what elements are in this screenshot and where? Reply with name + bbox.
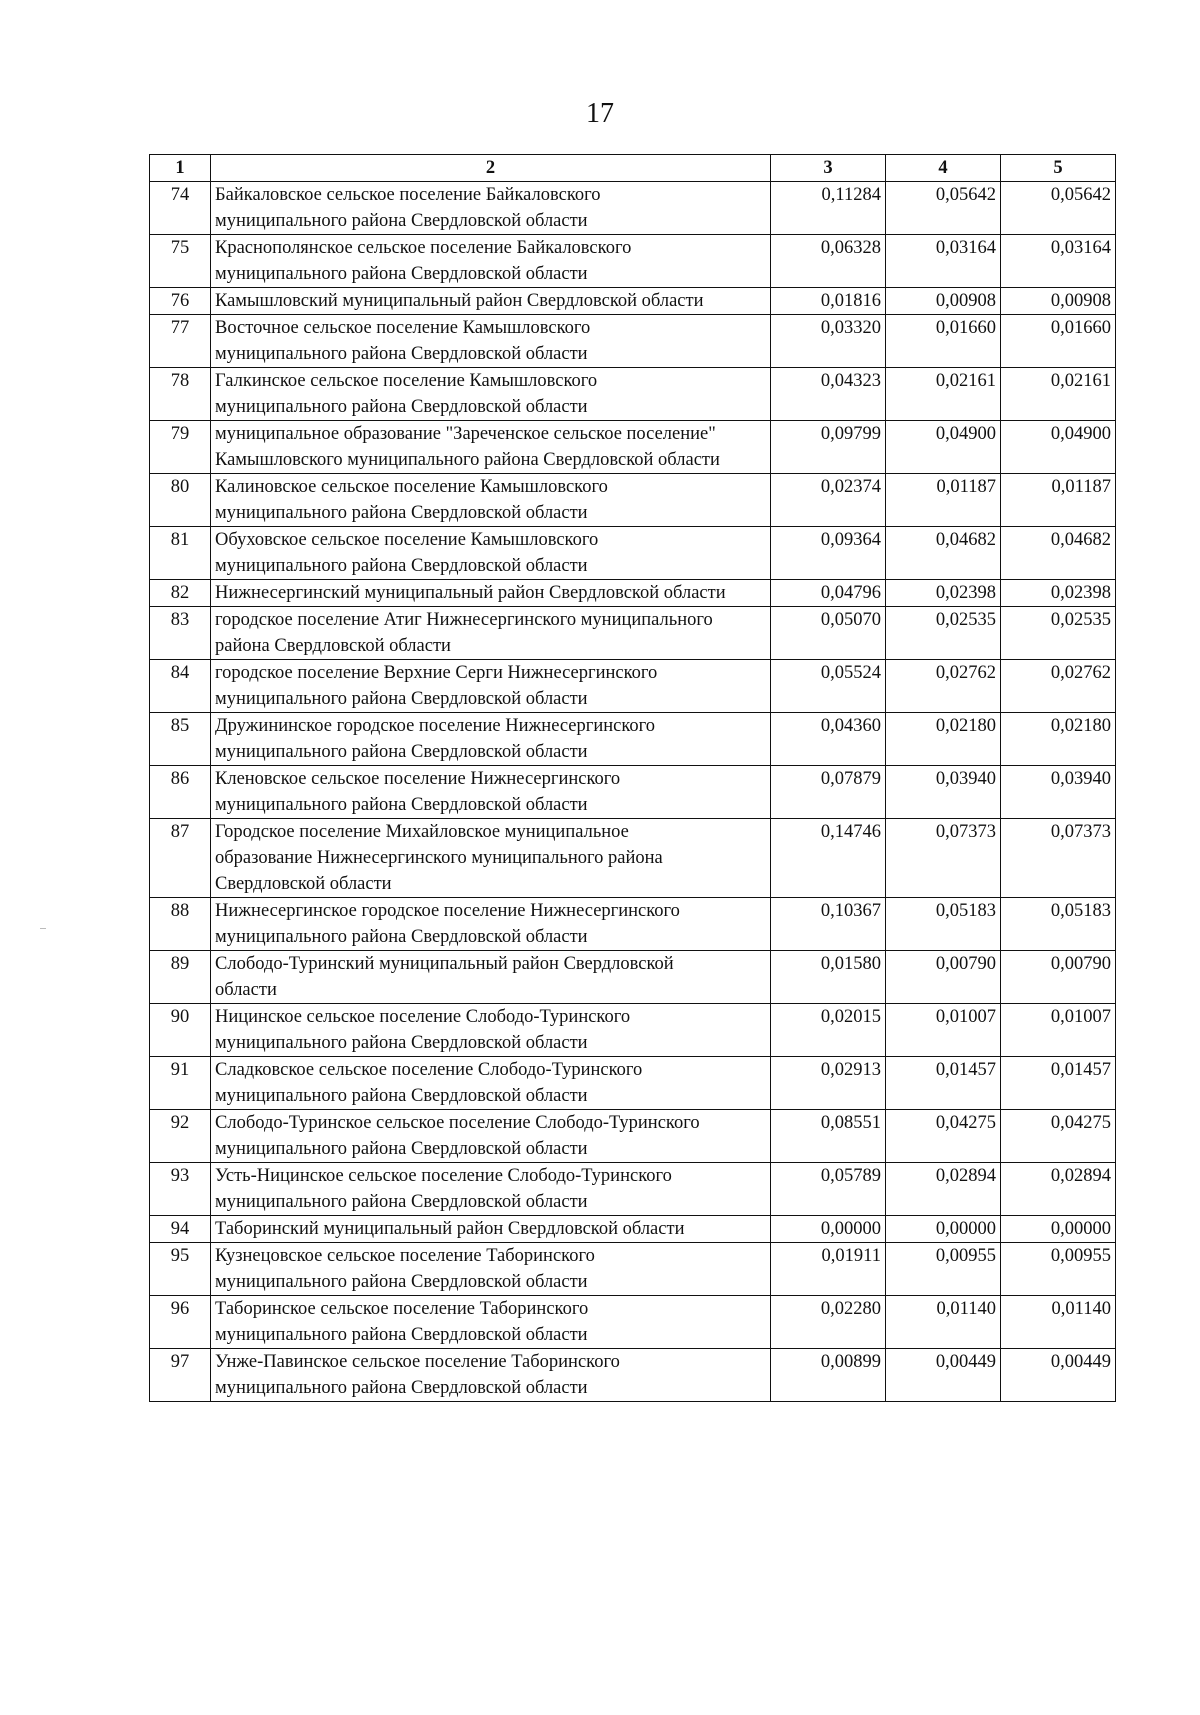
row-number: 76 [150,288,211,315]
municipality-name-line: Таборинское сельское поселение Таборинского [215,1299,589,1319]
value-col-3: 0,01816 [771,288,886,315]
value-col-3: 0,00899 [771,1349,886,1402]
table-row [150,713,1116,766]
municipality-name [211,368,771,421]
table-row [150,898,1116,951]
municipality-name-line: муниципального района Свердловской области [215,1378,588,1398]
table-row [150,1216,1116,1243]
municipality-name-line: Таборинский муниципальный район Свердловской области [215,1219,685,1239]
table-row [150,474,1116,527]
column-header-4: 4 [886,155,1001,182]
value-col-5: 0,01187 [1001,474,1116,527]
table-row [150,1163,1116,1216]
value-col-5: 0,01007 [1001,1004,1116,1057]
value-col-3: 0,02374 [771,474,886,527]
value-col-3: 0,09799 [771,421,886,474]
value-col-4: 0,01007 [886,1004,1001,1057]
row-number: 95 [150,1243,211,1296]
municipality-name-line: муниципального района Свердловской области [215,1192,588,1212]
row-number: 79 [150,421,211,474]
municipality-name [211,607,771,660]
municipality-name-line: муниципального района Свердловской области [215,556,588,576]
column-header-3: 3 [771,155,886,182]
row-number: 84 [150,660,211,713]
table-row [150,235,1116,288]
row-number: 92 [150,1110,211,1163]
municipality-name [211,713,771,766]
municipality-name-line: муниципального района Свердловской области [215,689,588,709]
table-row [150,819,1116,898]
value-col-3: 0,03320 [771,315,886,368]
table-row [150,1110,1116,1163]
value-col-4: 0,02894 [886,1163,1001,1216]
municipality-name-line: муниципального района Свердловской области [215,503,588,523]
value-col-4: 0,05183 [886,898,1001,951]
municipality-name-line: Слободо-Туринский муниципальный район Свердловской [215,954,674,974]
table-row [150,421,1116,474]
table-row [150,182,1116,235]
value-col-4: 0,02180 [886,713,1001,766]
value-col-3: 0,01911 [771,1243,886,1296]
value-col-5: 0,01457 [1001,1057,1116,1110]
municipality-name-line: Ницинское сельское поселение Слободо-Туринского [215,1007,631,1027]
table-row [150,288,1116,315]
value-col-5: 0,02398 [1001,580,1116,607]
row-number: 75 [150,235,211,288]
municipality-name [211,288,771,315]
value-col-4: 0,00955 [886,1243,1001,1296]
value-col-3: 0,02913 [771,1057,886,1110]
table-row [150,1296,1116,1349]
value-col-4: 0,00790 [886,951,1001,1004]
value-col-4: 0,03940 [886,766,1001,819]
value-col-5: 0,01660 [1001,315,1116,368]
municipality-name-line: муниципального района Свердловской области [215,1272,588,1292]
municipality-name-line: городское поселение Верхние Серги Нижнесергинского [215,663,658,683]
table-row [150,1057,1116,1110]
value-col-4: 0,00449 [886,1349,1001,1402]
value-col-5: 0,02180 [1001,713,1116,766]
column-header-2: 2 [211,155,771,182]
value-col-5: 0,00908 [1001,288,1116,315]
value-col-5: 0,04275 [1001,1110,1116,1163]
row-number: 86 [150,766,211,819]
value-col-3: 0,05789 [771,1163,886,1216]
municipality-name-line: образование Нижнесергинского муниципального района [215,848,663,868]
municipality-name-line: муниципального района Свердловской области [215,1086,588,1106]
value-col-5: 0,02161 [1001,368,1116,421]
value-col-5: 0,05642 [1001,182,1116,235]
value-col-3: 0,08551 [771,1110,886,1163]
municipality-name [211,421,771,474]
value-col-5: 0,00449 [1001,1349,1116,1402]
row-number: 93 [150,1163,211,1216]
municipality-name [211,1349,771,1402]
value-col-3: 0,05524 [771,660,886,713]
value-col-5: 0,05183 [1001,898,1116,951]
value-col-4: 0,01140 [886,1296,1001,1349]
municipality-name-line: муниципального района Свердловской области [215,927,588,947]
municipality-name-line: Унже-Павинское сельское поселение Таборинского [215,1352,620,1372]
municipality-name [211,580,771,607]
municipality-name-line: Восточное сельское поселение Камышловского [215,318,591,338]
row-number: 91 [150,1057,211,1110]
municipality-name [211,527,771,580]
municipality-name [211,1296,771,1349]
municipality-name-line: муниципального района Свердловской области [215,264,588,284]
municipality-name-line: Слободо-Туринское сельское поселение Слободо-Туринского [215,1113,700,1133]
margin-mark [40,928,46,929]
value-col-4: 0,05642 [886,182,1001,235]
municipality-name-line: Байкаловское сельское поселение Байкаловского [215,185,601,205]
table-row [150,660,1116,713]
municipality-name-line: Усть-Ницинское сельское поселение Слободо-Туринского [215,1166,672,1186]
value-col-4: 0,00000 [886,1216,1001,1243]
municipality-name-line: Камышловский муниципальный район Свердловской области [215,291,704,311]
value-col-3: 0,01580 [771,951,886,1004]
value-col-4: 0,02762 [886,660,1001,713]
value-col-5: 0,00000 [1001,1216,1116,1243]
row-number: 94 [150,1216,211,1243]
value-col-5: 0,02535 [1001,607,1116,660]
municipality-name [211,1243,771,1296]
municipality-name [211,474,771,527]
municipality-name [211,1216,771,1243]
table-row [150,607,1116,660]
value-col-3: 0,04323 [771,368,886,421]
municipality-name-line: муниципального района Свердловской области [215,1325,588,1345]
municipality-name-line: муниципального района Свердловской области [215,344,588,364]
column-header-1: 1 [150,155,211,182]
value-col-5: 0,04900 [1001,421,1116,474]
value-col-5: 0,02894 [1001,1163,1116,1216]
table-row [150,580,1116,607]
page-number: 17 [586,98,614,129]
value-col-4: 0,03164 [886,235,1001,288]
municipality-name-line: муниципального района Свердловской области [215,795,588,815]
value-col-3: 0,02015 [771,1004,886,1057]
municipality-name-line: муниципального района Свердловской области [215,211,588,231]
value-col-3: 0,02280 [771,1296,886,1349]
row-number: 85 [150,713,211,766]
table-row [150,951,1116,1004]
table-body [150,182,1116,1402]
value-col-4: 0,01660 [886,315,1001,368]
municipality-name-line: Галкинское сельское поселение Камышловского [215,371,598,391]
table-row [150,527,1116,580]
municipality-name [211,1057,771,1110]
value-col-4: 0,04275 [886,1110,1001,1163]
value-col-4: 0,00908 [886,288,1001,315]
row-number: 82 [150,580,211,607]
municipality-name [211,1110,771,1163]
value-col-5: 0,07373 [1001,819,1116,898]
municipality-name [211,1004,771,1057]
municipality-name-line: муниципального района Свердловской области [215,397,588,417]
municipality-name-line: муниципального района Свердловской области [215,1139,588,1159]
municipality-name [211,660,771,713]
municipality-name [211,819,771,898]
municipality-name-line: Краснополянское сельское поселение Байкаловского [215,238,632,258]
value-col-4: 0,01187 [886,474,1001,527]
row-number: 74 [150,182,211,235]
municipality-name-line: области [215,980,277,1000]
value-col-4: 0,01457 [886,1057,1001,1110]
row-number: 90 [150,1004,211,1057]
municipality-name [211,315,771,368]
municipality-name-line: Нижнесергинский муниципальный район Свердловской области [215,583,726,603]
municipality-name-line: муниципальное образование "Зареченское сельское поселение" [215,424,716,444]
value-col-3: 0,10367 [771,898,886,951]
value-col-3: 0,07879 [771,766,886,819]
value-col-3: 0,04796 [771,580,886,607]
row-number: 87 [150,819,211,898]
municipality-name-line: Обуховское сельское поселение Камышловского [215,530,599,550]
value-col-3: 0,04360 [771,713,886,766]
row-number: 80 [150,474,211,527]
value-col-5: 0,01140 [1001,1296,1116,1349]
value-col-4: 0,07373 [886,819,1001,898]
municipality-name-line: муниципального района Свердловской области [215,1033,588,1053]
value-col-4: 0,02398 [886,580,1001,607]
value-col-3: 0,06328 [771,235,886,288]
municipality-name [211,766,771,819]
header-row [150,155,1116,182]
municipality-name-line: Кленовское сельское поселение Нижнесергинского [215,769,621,789]
row-number: 78 [150,368,211,421]
value-col-4: 0,02535 [886,607,1001,660]
data-table [149,154,1116,1402]
value-col-4: 0,04900 [886,421,1001,474]
row-number: 97 [150,1349,211,1402]
value-col-3: 0,09364 [771,527,886,580]
table-row [150,766,1116,819]
table-row [150,1243,1116,1296]
municipality-name-line: Сладковское сельское поселение Слободо-Туринского [215,1060,643,1080]
row-number: 89 [150,951,211,1004]
column-header-5: 5 [1001,155,1116,182]
row-number: 88 [150,898,211,951]
table-row [150,1349,1116,1402]
municipality-name [211,235,771,288]
municipality-name-line: Дружининское городское поселение Нижнесергинского [215,716,656,736]
municipality-name-line: городское поселение Атиг Нижнесергинского муниципального [215,610,713,630]
value-col-4: 0,04682 [886,527,1001,580]
municipality-name-line: Городское поселение Михайловское муниципальное [215,822,629,842]
municipality-name-line: Камышловского муниципального района Свердловской области [215,450,720,470]
value-col-3: 0,14746 [771,819,886,898]
value-col-5: 0,04682 [1001,527,1116,580]
municipality-name-line: Свердловской области [215,874,392,894]
municipality-name-line: муниципального района Свердловской области [215,742,588,762]
municipality-name-line: Кузнецовское сельское поселение Таборинского [215,1246,595,1266]
row-number: 77 [150,315,211,368]
municipality-name-line: Нижнесергинское городское поселение Нижнесергинского [215,901,680,921]
municipality-name-line: района Свердловской области [215,636,451,656]
row-number: 81 [150,527,211,580]
table-row [150,315,1116,368]
value-col-5: 0,00955 [1001,1243,1116,1296]
value-col-3: 0,11284 [771,182,886,235]
table-row [150,1004,1116,1057]
value-col-5: 0,00790 [1001,951,1116,1004]
municipality-name [211,951,771,1004]
municipality-name [211,898,771,951]
municipality-name [211,1163,771,1216]
value-col-5: 0,03164 [1001,235,1116,288]
value-col-5: 0,02762 [1001,660,1116,713]
value-col-5: 0,03940 [1001,766,1116,819]
municipality-name [211,182,771,235]
value-col-4: 0,02161 [886,368,1001,421]
value-col-3: 0,00000 [771,1216,886,1243]
table-row [150,368,1116,421]
row-number: 83 [150,607,211,660]
value-col-3: 0,05070 [771,607,886,660]
row-number: 96 [150,1296,211,1349]
municipality-name-line: Калиновское сельское поселение Камышловского [215,477,608,497]
